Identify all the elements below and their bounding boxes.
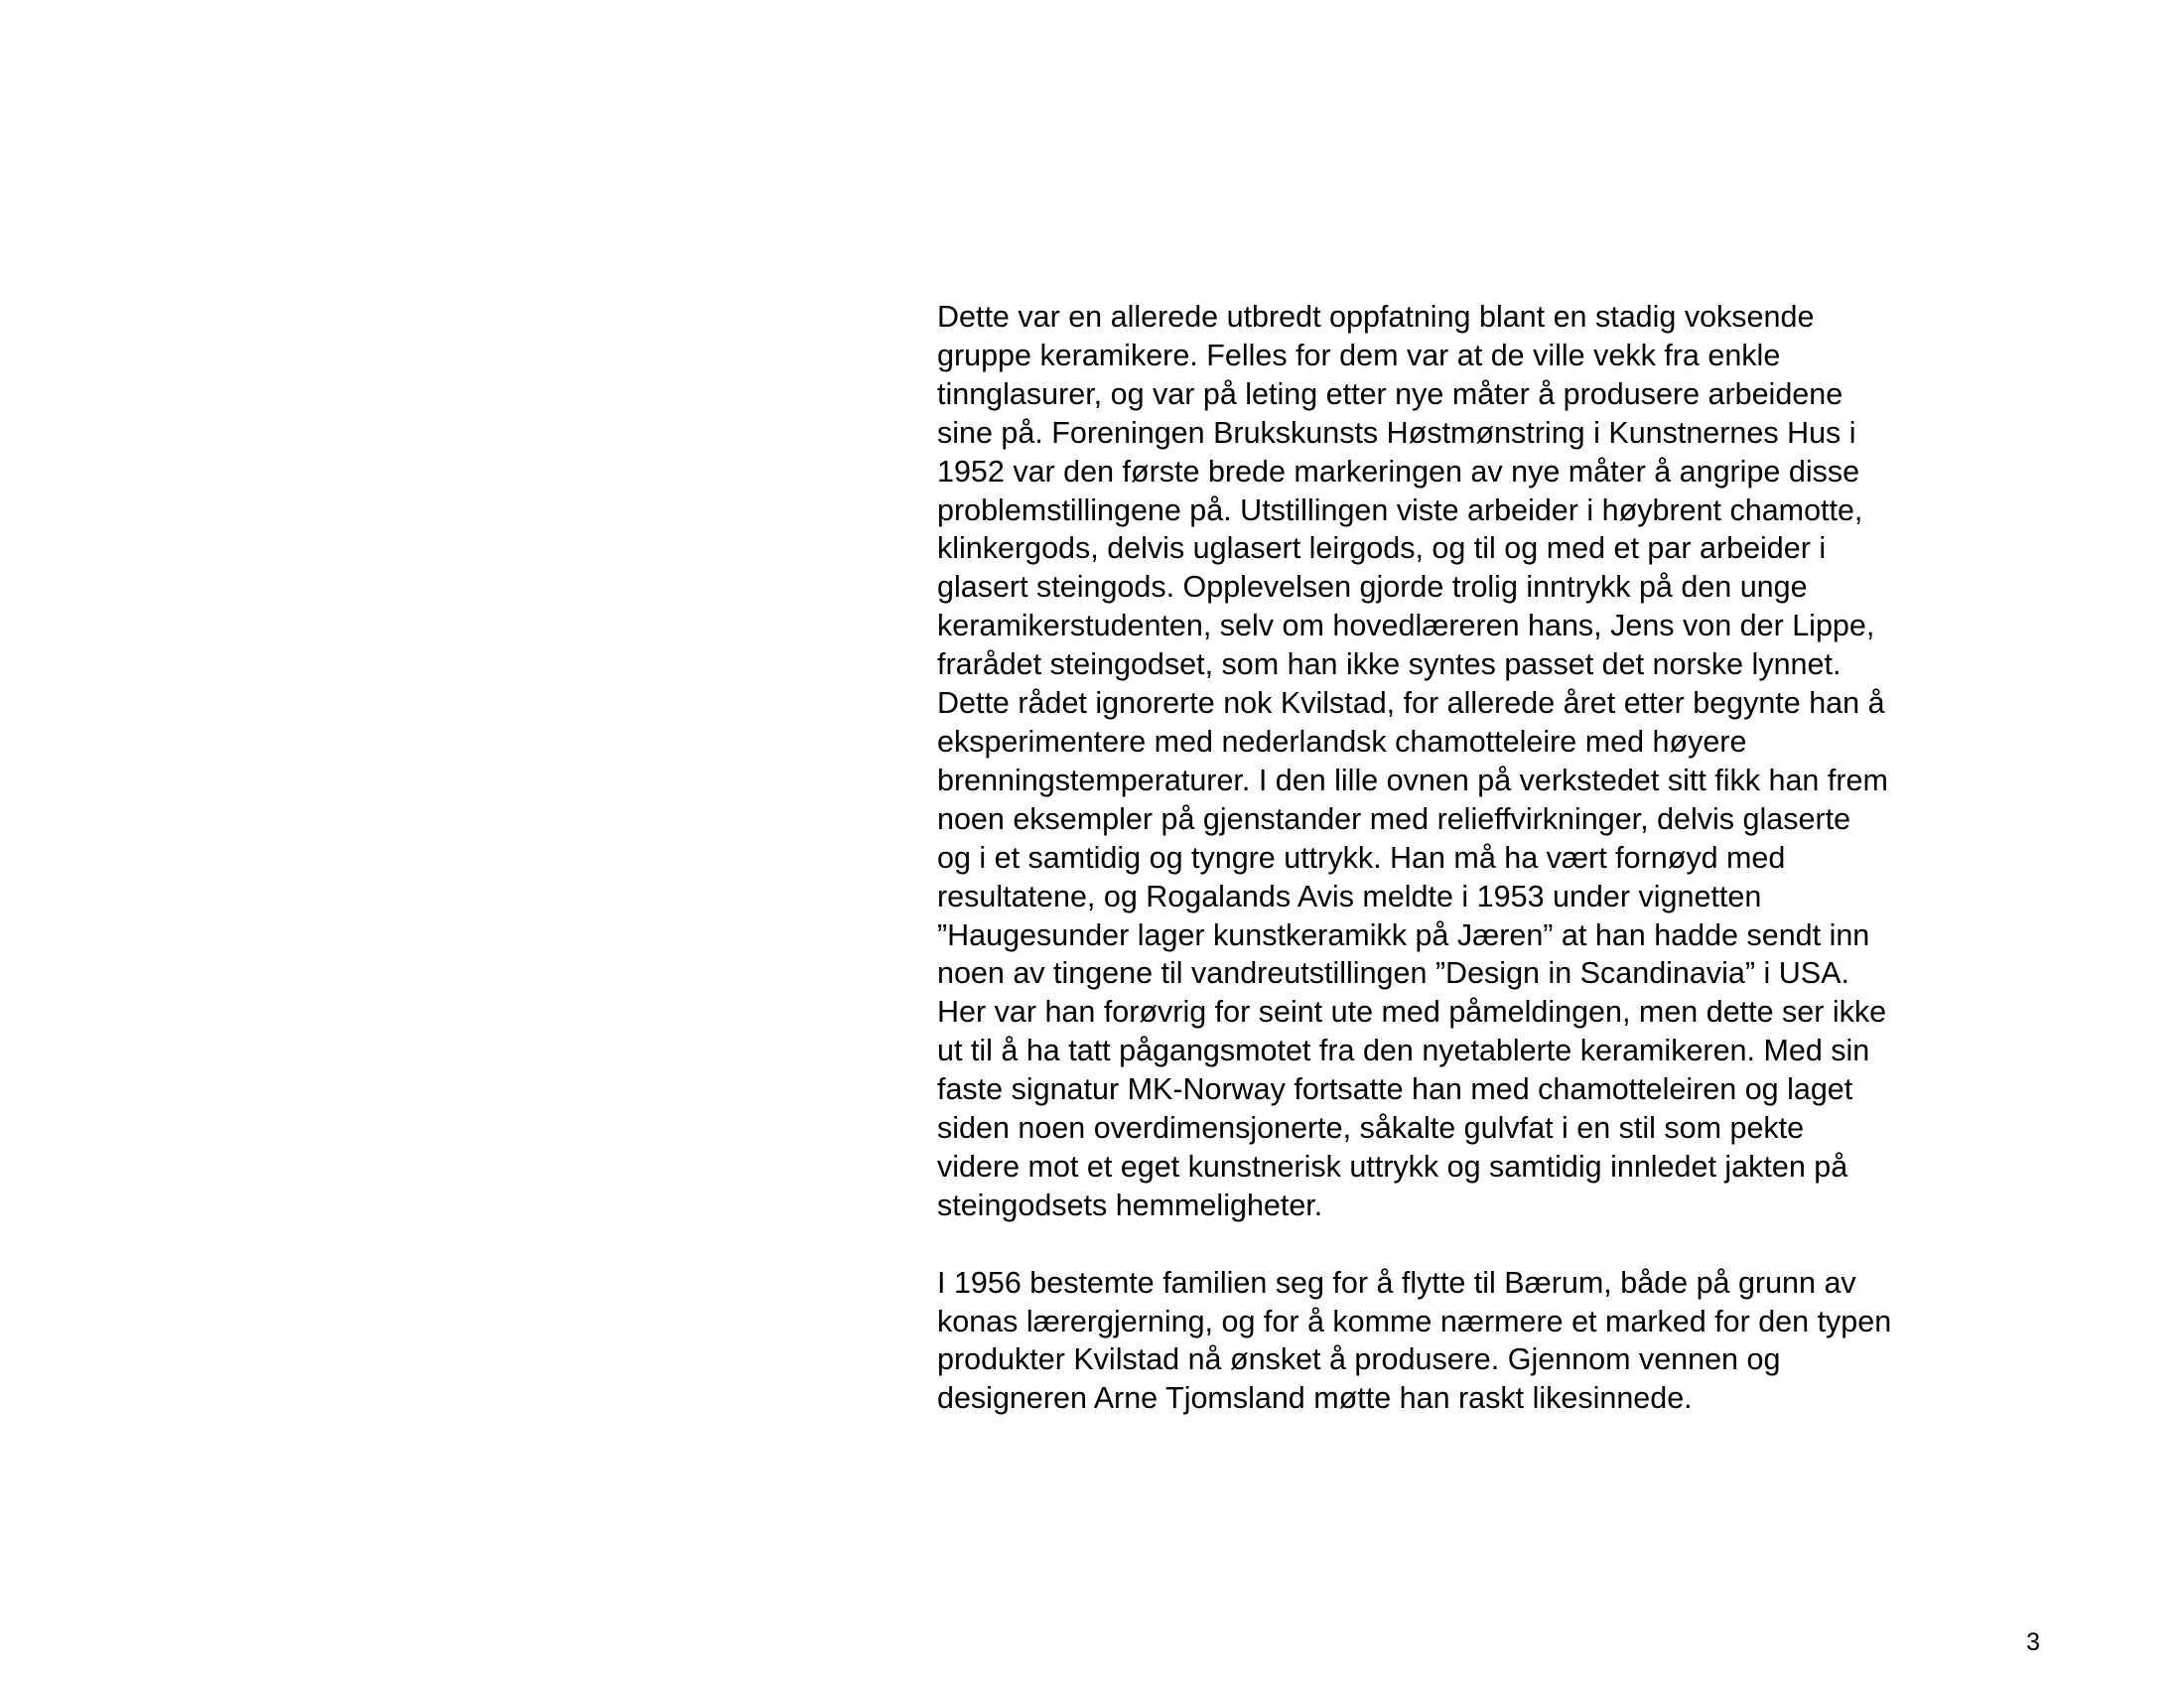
text-line: produkter Kvilstad nå ønsket å produsere. Gjennom vennen og <box>937 1342 1781 1377</box>
text-line: noen av tingene til vandreutstillingen ”Design in Scandinavia” i USA. <box>937 956 1849 991</box>
text-line: ”Haugesunder lager kunstkeramikk på Jæren” at han hadde sendt inn <box>937 917 1870 952</box>
text-line: videre mot et eget kunstnerisk uttrykk og samtidig innledet jakten på <box>937 1149 1848 1184</box>
text-line: eksperimentere med nederlandsk chamotteleire med høyere <box>937 724 1747 759</box>
text-line: konas lærergjerning, og for å komme nærmere et marked for den typen <box>937 1304 1892 1338</box>
text-line: og i et samtidig og tyngre uttrykk. Han må ha vært fornøyd med <box>937 840 1786 875</box>
text-line: Her var han forøvrig for seint ute med påmeldingen, men dette ser ikke <box>937 995 1887 1030</box>
text-line: Dette var en allerede utbredt oppfatning blant en stadig voksende <box>937 300 1815 334</box>
text-line: problemstillingene på. Utstillingen viste arbeider i høybrent chamotte, <box>937 492 1863 527</box>
text-line: brenningstemperaturer. I den lille ovnen på verkstedet sitt fikk han frem <box>937 763 1888 797</box>
text-line: steingodsets hemmeligheter. <box>937 1188 1323 1222</box>
text-line: glasert steingods. Opplevelsen gjorde trolig inntrykk på den unge <box>937 570 1808 605</box>
text-line: sine på. Foreningen Brukskunsts Høstmønstring i Kunstnernes Hus i <box>937 415 1856 450</box>
text-line: ut til å ha tatt pågangsmotet fra den nyetablerte keramikeren. Med sin <box>937 1034 1870 1068</box>
text-line: faste signatur MK-Norway fortsatte han med chamotteleiren og laget <box>937 1072 1853 1107</box>
body-paragraph-2 <box>937 1264 2009 1419</box>
text-line: siden noen overdimensjonerte, såkalte gulvfat i en stil som pekte <box>937 1111 1805 1146</box>
text-line: I 1956 bestemte familien seg for å flytte til Bærum, både på grunn av <box>937 1265 1856 1300</box>
text-line: noen eksempler på gjenstander med relieffvirkninger, delvis glaserte <box>937 801 1851 836</box>
text-line: designeren Arne Tjomsland møtte han raskt likesinnede. <box>937 1381 1693 1416</box>
page-number: 3 <box>2026 1628 2040 1656</box>
body-paragraph-1 <box>937 298 2009 1225</box>
text-line: 1952 var den første brede markeringen av nye måter å angripe disse <box>937 454 1860 489</box>
text-line: tinnglasurer, og var på leting etter nye måter å produsere arbeidene <box>937 376 1843 411</box>
text-line: frarådet steingodset, som han ikke syntes passet det norske lynnet. <box>937 647 1842 682</box>
text-line: keramikerstudenten, selv om hovedlæreren hans, Jens von der Lippe, <box>937 609 1875 643</box>
text-line: Dette rådet ignorerte nok Kvilstad, for allerede året etter begynte han å <box>937 686 1885 721</box>
text-line: resultatene, og Rogalands Avis meldte i 1953 under vignetten <box>937 879 1762 913</box>
body-text-column <box>937 298 2009 1418</box>
text-line: gruppe keramikere. Felles for dem var at de ville vekk fra enkle <box>937 338 1781 372</box>
text-line: klinkergods, delvis uglasert leirgods, og til og med et par arbeider i <box>937 531 1827 566</box>
